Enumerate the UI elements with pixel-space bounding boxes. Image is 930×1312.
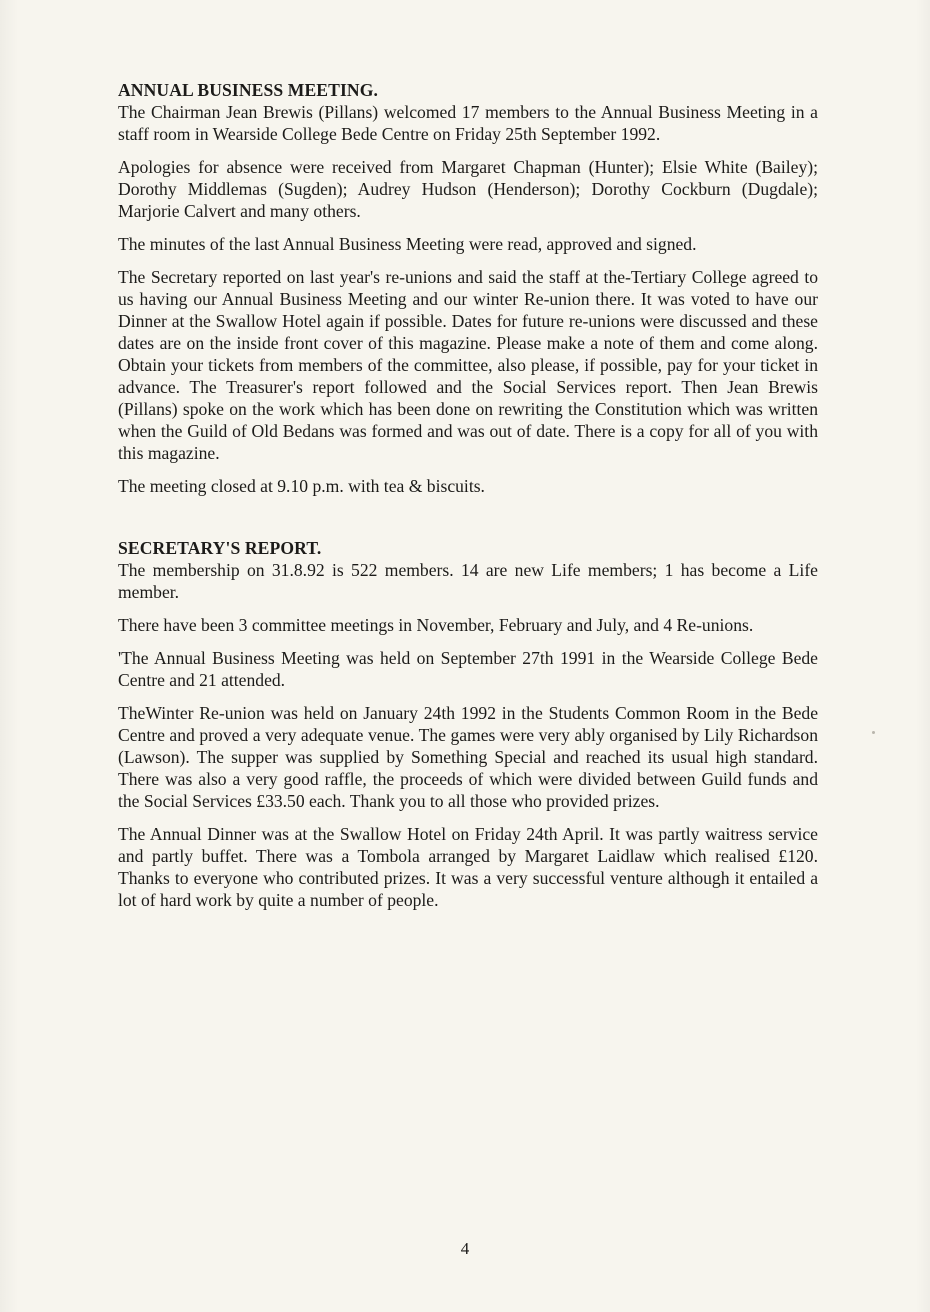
section-heading: SECRETARY'S REPORT.	[118, 538, 322, 558]
paragraph: The Annual Dinner was at the Swallow Hotel on Friday 24th April. It was partly waitress service and partly buffet. There was a Tombola arranged by Margaret Laidlaw which realised £120. Thanks to everyone who contributed prizes. It was a very successful venture although it entailed a lot of hard work by quite a number of people.	[118, 824, 818, 910]
paragraph: The membership on 31.8.92 is 522 members. 14 are new Life members; 1 has become a Life member.	[118, 560, 818, 602]
paper-speck	[872, 731, 875, 734]
paragraph: The meeting closed at 9.10 p.m. with tea & biscuits.	[118, 476, 485, 496]
annual-business-meeting-section	[118, 79, 818, 497]
paragraph: 'The Annual Business Meeting was held on September 27th 1991 in the Wearside College Bede Centre and 21 attended.	[118, 648, 818, 690]
section-spacer	[118, 508, 818, 537]
paragraph: The Chairman Jean Brewis (Pillans) welcomed 17 members to the Annual Business Meeting in a staff room in Wearside College Bede Centre on Friday 25th September 1992.	[118, 102, 818, 144]
paragraph: The minutes of the last Annual Business Meeting were read, approved and signed.	[118, 234, 697, 254]
section-heading: ANNUAL BUSINESS MEETING.	[118, 80, 379, 100]
paragraph: There have been 3 committee meetings in November, February and July, and 4 Re-unions.	[118, 615, 754, 635]
page-content	[118, 79, 818, 922]
secretarys-report-section	[118, 537, 818, 911]
paragraph: Apologies for absence were received from Margaret Chapman (Hunter); Elsie White (Bailey); Dorothy Middlemas (Sugden); Audrey Hudson (Henderson); Dorothy Cockburn (Dugdale); Marjorie Calvert and many others.	[118, 157, 818, 221]
page-number: 4	[460, 1239, 470, 1258]
paragraph: The Secretary reported on last year's re-unions and said the staff at the-Tertiary College agreed to us having our Annual Business Meeting and our winter Re-union there. It was voted to have our Dinner at the Swallow Hotel again if possible. Dates for future re-unions were discussed and these dates are on the inside front cover of this magazine. Please make a note of them and come along. Obtain your tickets from members of the committee, also please, if possible, pay for your ticket in advance. The Treasurer's report followed and the Social Services report. Then Jean Brewis (Pillans) spoke on the work which has been done on rewriting the Constitution which was written when the Guild of Old Bedans was formed and was out of date. There is a copy for all of you with this magazine.	[118, 267, 818, 463]
paragraph: TheWinter Re-union was held on January 24th 1992 in the Students Common Room in the Bede Centre and proved a very adequate venue. The games were very ably organised by Lily Richardson (Lawson). The supper was supplied by Something Special and reached its usual high standard. There was also a very good raffle, the proceeds of which were divided between Guild funds and the Social Services £33.50 each. Thank you to all those who provided prizes.	[118, 703, 818, 811]
